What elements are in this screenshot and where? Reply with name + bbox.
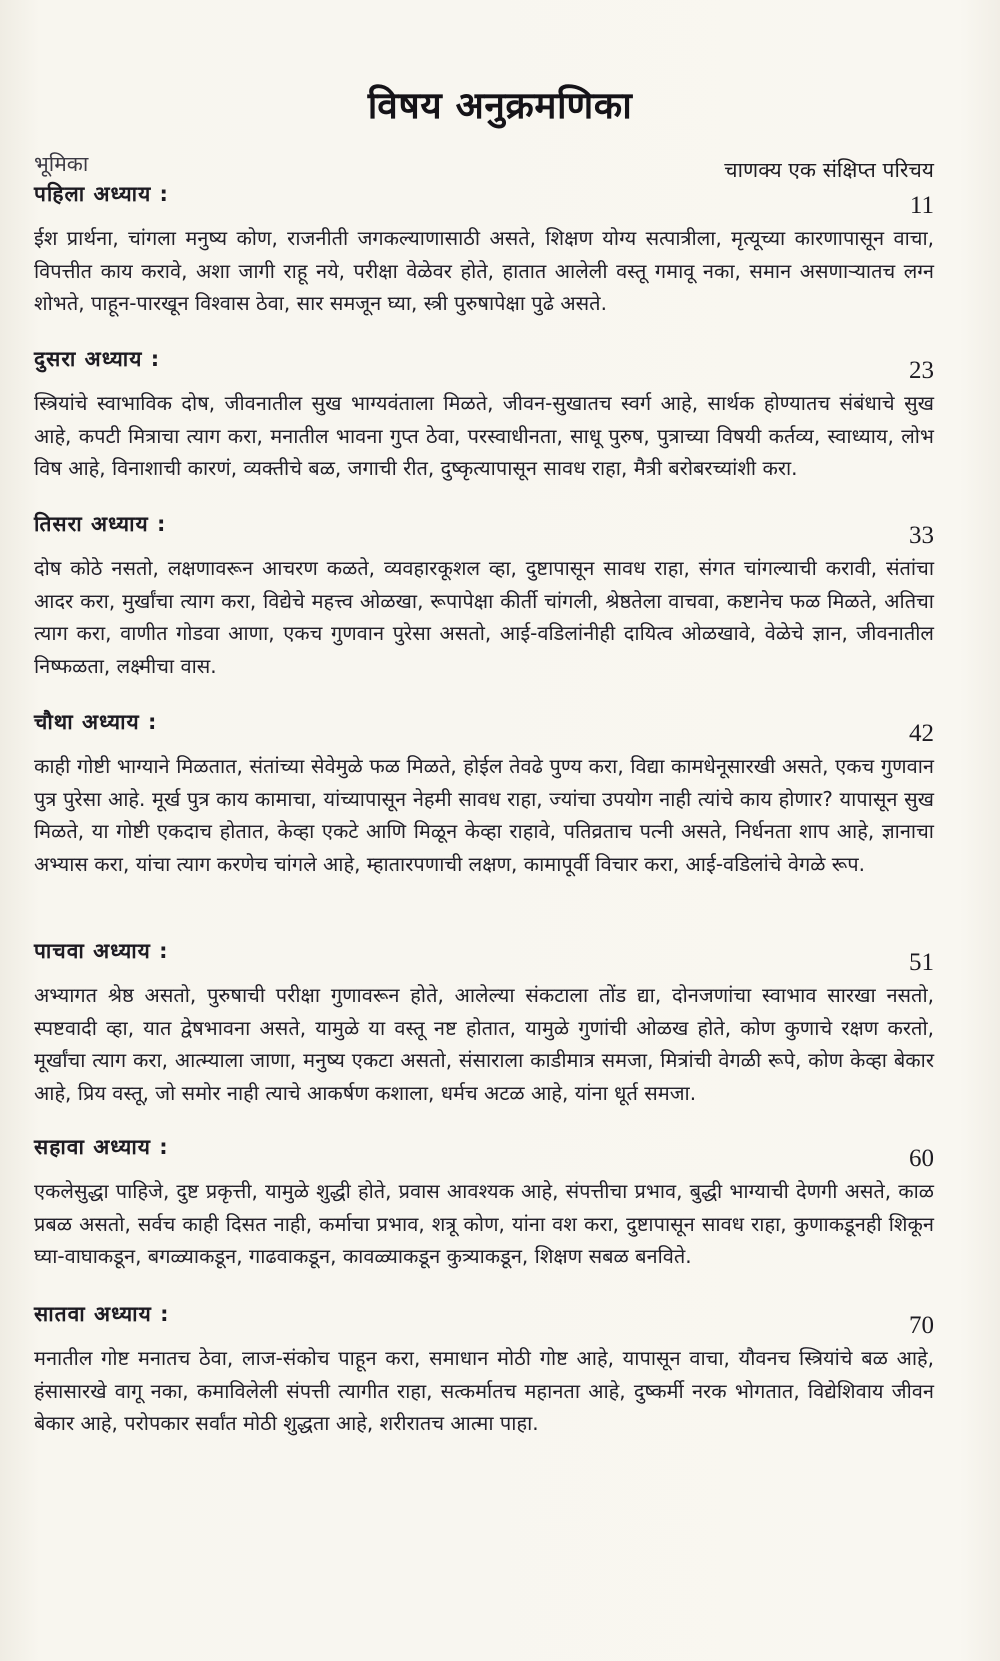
chapter-topics: ईश प्रार्थना, चांगला मनुष्य कोण, राजनीती जगकल्याणासाठी असते, शिक्षण योग्य सत्पात्रीला, मृत्यूच्या कारणापासून वाचा, विपत्तीत काय करावे, अशा जागी राहू नये, परीक्षा वेळेवर होते, हातात आलेली वस्तू गमावू नका, समान असणाऱ्यातच लग्न शोभते, पाहून-पारखून विश्वास ठेवा, सार समजून घ्या, स्त्री पुरुषापेक्षा पुढे असते. bbox=[34, 226, 934, 315]
intro-label: भूमिका bbox=[34, 152, 89, 176]
chapter-topics: एकलेसुद्धा पाहिजे, दुष्ट प्रकृत्ती, यामुळे शुद्धी होते, प्रवास आवश्यक आहे, संपत्तीचा प्रभाव, बुद्धी भाग्याची देणगी असते, काळ प्रबळ असतो, सर्वच काही दिसत नाही, कर्माचा प्रभाव, शत्रू कोण, यांना वश करा, दुष्टापासून सावध राहा, कुणाकडूनही शिकून घ्या-वाघाकडून, बगळ्याकडून, गाढवाकडून, कावळ्याकडून कुत्र्याकडून, शिक्षण सबळ बनविते. bbox=[34, 1179, 934, 1268]
chapter-title: सातवा अध्याय : bbox=[34, 1302, 170, 1326]
chapter-page-number: 23 bbox=[909, 357, 934, 384]
chapter-topics: स्त्रियांचे स्वाभाविक दोष, जीवनातील सुख भाग्यवंताला मिळते, जीवन-सुखातच स्वर्ग आहे, सार्थक होण्यातच संबंधाचे सुख आहे, कपटी मित्राचा त्याग करा, मनातील भावना गुप्त ठेवा, परस्वाधीनता, साधू पुरुष, पुत्राच्या विषयी कर्तव्य, स्वाध्याय, लोभ विष आहे, विनाशाची कारणं, व्यक्तीचे बळ, जगाची रीत, दुष्कृत्यापासून सावध राहा, मैत्री बरोबरच्यांशी करा. bbox=[34, 391, 934, 480]
chapter-4 bbox=[34, 708, 934, 880]
chapter-topics: काही गोष्टी भाग्याने मिळतात, संतांच्या सेवेमुळे फळ मिळते, होईल तेवढे पुण्य करा, विद्या कामधेनूसारखी असते, एकच गुणवान पुत्र पुरेसा आहे. मूर्ख पुत्र काय कामाचा, यांच्यापासून नेहमी सावध राहा, ज्यांचा उपयोग नाही त्यांचे काय होणार? यापासून सुख मिळते, या गोष्टी एकदाच होतात, केव्हा एकटे आणि मिळून केव्हा राहावे, पतिव्रताच पत्नी असते, निर्धनता शाप आहे, ज्ञानाचा अभ्यास करा, यांचा त्याग करणेच चांगले आहे, म्हातारपणाची लक्षण, कामापूर्वी विचार करा, आई-वडिलांचे वेगळे रूप. bbox=[34, 754, 934, 876]
chapter-title: चौथा अध्याय : bbox=[34, 710, 158, 734]
page-title: विषय अनुक्रमणिका bbox=[367, 84, 633, 127]
chapter-7 bbox=[34, 1300, 934, 1440]
chapter-title: पाचवा अध्याय : bbox=[34, 939, 169, 963]
chapter-title: पहिला अध्याय : bbox=[34, 182, 169, 206]
chapter-topics: अभ्यागत श्रेष्ठ असतो, पुरुषाची परीक्षा गुणावरून होते, आलेल्या संकटाला तोंड द्या, दोनजणांचा स्वाभाव सारखा नसतो, स्पष्टवादी व्हा, यात द्वेषभावना असते, यामुळे या वस्तू नष्ट होतात, यामुळे गुणांची ओळख होते, कोण कुणाचे रक्षण करतो, मूर्खांचा त्याग करा, आत्म्याला जाणा, मनुष्य एकटा असतो, संसाराला काडीमात्र समजा, मित्रांची वेगळी रूपे, कोण केव्हा बेकार आहे, प्रिय वस्तू, जो समोर नाही त्याचे आकर्षण कशाला, धर्मच अटळ आहे, यांना धूर्त समजा. bbox=[34, 983, 934, 1105]
chapter-page-number: 70 bbox=[909, 1312, 934, 1339]
chapter-page-number: 42 bbox=[909, 720, 934, 747]
intro-row bbox=[34, 150, 934, 184]
chapter-6 bbox=[34, 1133, 934, 1273]
chapter-2 bbox=[34, 345, 934, 485]
chapter-page-number: 11 bbox=[909, 192, 934, 219]
chapter-title: तिसरा अध्याय : bbox=[34, 512, 167, 536]
chapter-page-number: 33 bbox=[909, 522, 934, 549]
intro-text: चाणक्य एक संक्षिप्त परिचय bbox=[724, 158, 934, 182]
chapter-3 bbox=[34, 510, 934, 682]
chapter-page-number: 60 bbox=[909, 1145, 934, 1172]
chapter-page-number: 51 bbox=[909, 949, 934, 976]
chapter-5 bbox=[34, 937, 934, 1109]
chapter-topics: दोष कोठे नसतो, लक्षणावरून आचरण कळते, व्यवहारकूशल व्हा, दुष्टापासून सावध राहा, संगत चांगल्याची करावी, संतांचा आदर करा, मुर्खांचा त्याग करा, विद्येचे महत्त्व ओळखा, रूपापेक्षा कीर्ती चांगली, श्रेष्ठतेला वाचवा, कष्टानेच फळ मिळते, अतिचा त्याग करा, वाणीत गोडवा आणा, एकच गुणवान पुरेसा असतो, आई-वडिलांनीही दायित्व ओळखावे, वेळेचे ज्ञान, जीवनातील निष्फळता, लक्ष्मीचा वास. bbox=[34, 556, 934, 678]
chapter-title: सहावा अध्याय : bbox=[34, 1135, 169, 1159]
chapter-title: दुसरा अध्याय : bbox=[34, 347, 161, 371]
chapter-1 bbox=[34, 180, 934, 320]
chapter-topics: मनातील गोष्ट मनातच ठेवा, लाज-संकोच पाहून करा, समाधान मोठी गोष्ट आहे, यापासून वाचा, यौवनच स्त्रियांचे बळ आहे, हंसासारखे वागू नका, कमाविलेली संपत्ती त्यागीत राहा, सत्कर्मातच महानता आहे, दुष्कर्मी नरक भोगतात, विद्येशिवाय जीवन बेकार आहे, परोपकार सर्वांत मोठी शुद्धता आहे, शरीरातच आत्मा पाहा. bbox=[34, 1346, 934, 1435]
